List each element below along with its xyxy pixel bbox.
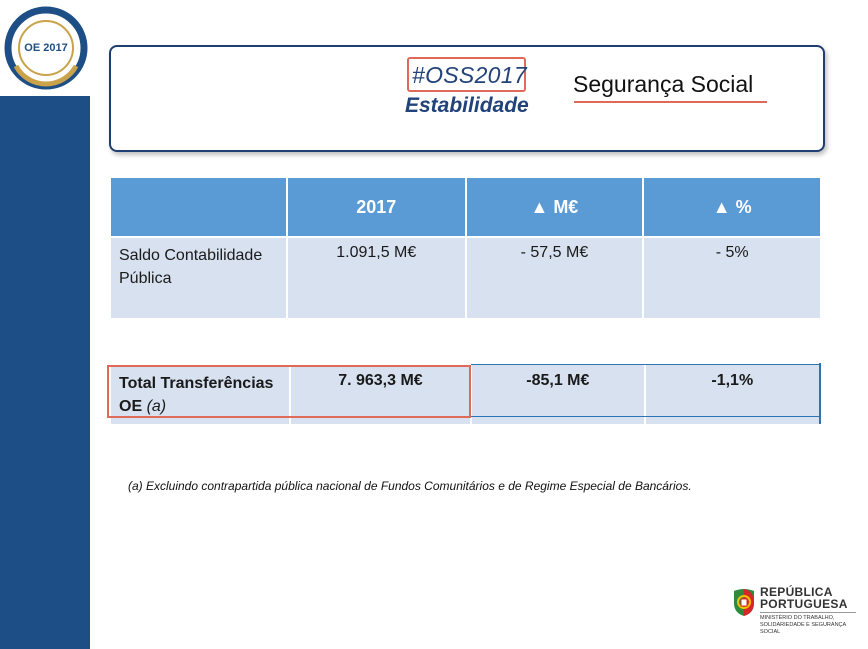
hashtag-title: #OSS2017 — [412, 62, 527, 88]
transfers-delta-meur: -85,1 M€ — [471, 364, 644, 425]
section-title: Segurança Social — [573, 71, 754, 97]
logo-text: OE 2017 — [24, 42, 68, 54]
table-header-row — [110, 177, 821, 237]
transfers-delta-pct: -1,1% — [645, 364, 820, 425]
cell-delta-pct: - 5% — [643, 237, 821, 319]
left-sidebar-bar — [0, 96, 90, 649]
ministry-line1: MINISTÉRIO DO TRABALHO, — [760, 615, 835, 621]
ministry-line2: SOLIDARIEDADE E SEGURANÇA SOCIAL — [760, 622, 846, 635]
header-cell-2017: 2017 — [287, 177, 465, 237]
balance-table — [109, 176, 822, 320]
row-label — [110, 237, 287, 319]
row-label-line1: Saldo Contabilidade — [119, 247, 263, 264]
header-cell-delta-pct: ▲ % — [643, 177, 821, 237]
portugal-coat-of-arms-icon — [731, 587, 757, 617]
transfers-label-note: (a) — [146, 398, 167, 415]
header-cell-empty — [110, 177, 287, 237]
cell-delta-meur: - 57,5 M€ — [466, 237, 644, 319]
cell-2017: 1.091,5 M€ — [287, 237, 465, 319]
government-divider — [760, 612, 856, 613]
transfers-2017: 7. 963,3 M€ — [290, 364, 471, 425]
government-name-line1: REPÚBLICA — [760, 585, 833, 599]
row-label-line2: Pública — [119, 270, 172, 287]
transfers-right-border — [471, 364, 821, 417]
table-row — [110, 237, 821, 319]
section-underline — [574, 101, 767, 103]
government-name-line2: PORTUGUESA — [760, 597, 848, 611]
transfers-label-line2: OE — [119, 398, 143, 415]
ministry-name — [760, 615, 860, 636]
transfers-label-line1: Total Transferências — [119, 375, 274, 392]
subtitle-estabilidade: Estabilidade — [405, 94, 529, 117]
header-cell-delta-meur: ▲ M€ — [466, 177, 644, 237]
footnote: (a) Excluindo contrapartida pública nacional de Fundos Comunitários e de Regime Especial de Bancários. — [128, 479, 692, 493]
transfers-highlight — [107, 365, 471, 418]
oe-2017-logo — [4, 6, 88, 90]
government-name — [760, 586, 848, 610]
